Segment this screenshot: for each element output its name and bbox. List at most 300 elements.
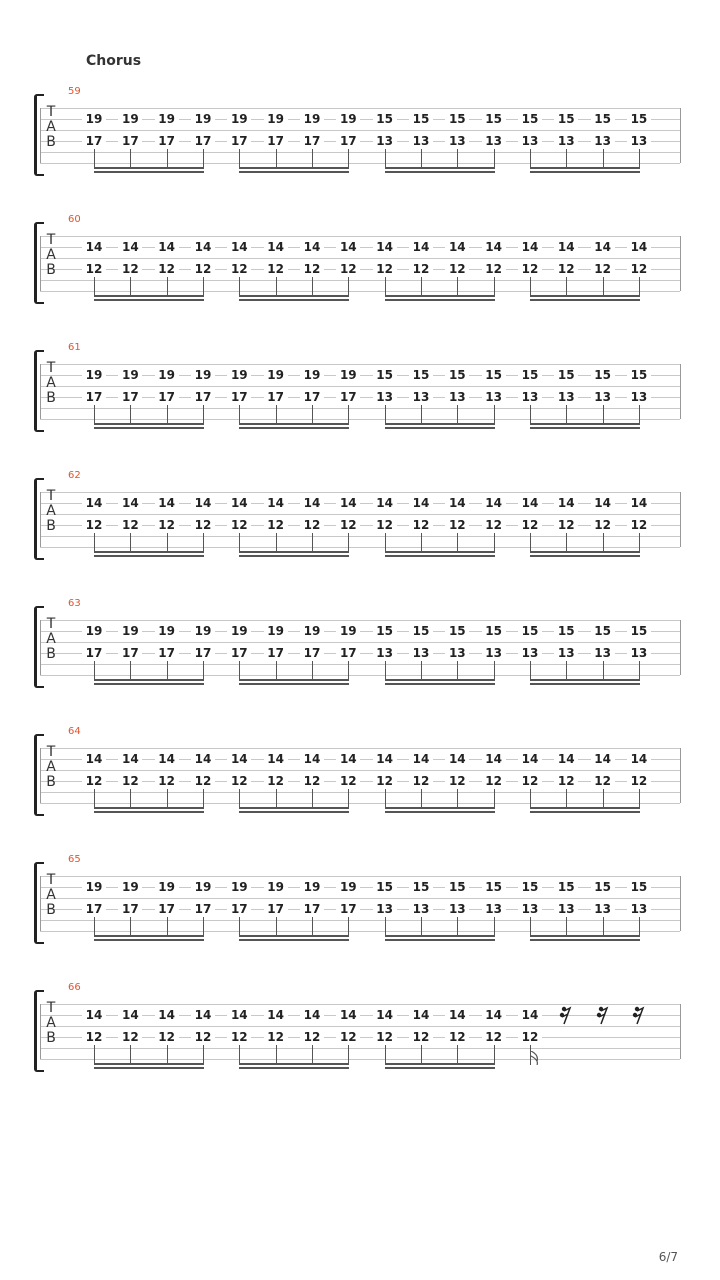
fret-number: 15 [409,112,433,126]
string-line [40,920,680,921]
fret-number: 14 [336,240,360,254]
barline-end [680,748,681,803]
fret-number: 19 [118,880,142,894]
fret-number: 17 [191,134,215,148]
string-line [40,547,680,548]
note-stem [203,789,204,809]
note-stem [239,917,240,937]
beam [530,683,640,685]
fret-number: 19 [82,624,106,638]
note-stem [348,917,349,937]
fret-number: 19 [118,112,142,126]
note-stem [421,917,422,937]
beam [385,935,495,937]
tab-clef-letter: B [46,390,56,406]
fret-number: 17 [227,646,251,660]
note-stem [130,917,131,937]
beam [239,555,349,557]
fret-number: 17 [191,646,215,660]
note-stem [348,1045,349,1065]
page-number: 6/7 [658,1250,678,1264]
fret-number: 12 [518,1030,542,1044]
fret-number: 12 [336,518,360,532]
note-stem [94,533,95,553]
fret-number: 13 [627,134,651,148]
note-stem [494,405,495,425]
fret-number: 13 [373,646,397,660]
string-line [40,152,680,153]
fret-number: 14 [591,240,615,254]
beam [385,807,495,809]
barline-start [40,364,41,419]
beam [239,1067,349,1069]
tab-system [0,470,720,580]
fret-number: 12 [409,774,433,788]
measure-number: 61 [68,342,81,353]
beam [530,939,640,941]
note-stem [276,789,277,809]
note-stem [239,533,240,553]
fret-number: 13 [409,902,433,916]
fret-number: 14 [191,240,215,254]
fret-number: 14 [409,496,433,510]
note-stem [276,533,277,553]
fret-number: 19 [227,880,251,894]
fret-number: 19 [300,368,324,382]
fret-number: 12 [155,262,179,276]
beam [385,939,495,941]
string-line [40,770,680,771]
fret-number: 19 [300,880,324,894]
fret-number: 14 [409,240,433,254]
fret-number: 12 [591,774,615,788]
barline-end [680,876,681,931]
tab-clef-letter: T [46,104,56,120]
fret-number: 14 [191,496,215,510]
barline-end [680,364,681,419]
beam [239,299,349,301]
note-stem [566,149,567,169]
note-stem [312,917,313,937]
fret-number: 14 [409,752,433,766]
string-line [40,803,680,804]
fret-number: 12 [227,262,251,276]
note-stem [385,277,386,297]
tab-clef-letter: B [46,646,56,662]
fret-number: 14 [591,496,615,510]
fret-number: 14 [482,1008,506,1022]
fret-number: 14 [155,240,179,254]
fret-number: 12 [300,518,324,532]
note-stem [348,661,349,681]
note-stem [276,917,277,937]
fret-number: 13 [554,646,578,660]
fret-number: 13 [373,390,397,404]
note-stem [130,405,131,425]
beam [94,551,204,553]
tab-system [0,854,720,964]
fret-number: 14 [518,752,542,766]
fret-number: 12 [482,774,506,788]
fret-number: 17 [336,646,360,660]
fret-number: 13 [591,902,615,916]
fret-number: 17 [336,902,360,916]
fret-number: 14 [118,1008,142,1022]
note-stem [348,405,349,425]
fret-number: 17 [82,134,106,148]
fret-number: 14 [627,496,651,510]
beam [385,167,495,169]
beam [239,811,349,813]
tab-clef-letter: T [46,488,56,504]
beam [530,295,640,297]
barline-start [40,1004,41,1059]
string-line [40,163,680,164]
beam [385,299,495,301]
barline-start [40,748,41,803]
note-stem [276,149,277,169]
note-stem [566,405,567,425]
note-stem [385,661,386,681]
fret-number: 12 [118,262,142,276]
fret-number: 17 [118,646,142,660]
string-line [40,876,680,877]
string-line [40,130,680,131]
fret-number: 12 [191,774,215,788]
fret-number: 19 [336,880,360,894]
tab-clef-letter: A [46,887,56,903]
string-line [40,748,680,749]
fret-number: 19 [264,880,288,894]
fret-number: 14 [227,240,251,254]
fret-number: 19 [155,624,179,638]
fret-number: 14 [82,752,106,766]
fret-number: 14 [627,752,651,766]
fret-number: 14 [155,1008,179,1022]
note-stem [494,533,495,553]
fret-number: 19 [264,368,288,382]
fret-number: 12 [627,262,651,276]
fret-number: 15 [445,880,469,894]
fret-number: 13 [373,134,397,148]
fret-number: 13 [591,390,615,404]
measure-number: 63 [68,598,81,609]
fret-number: 12 [482,262,506,276]
fret-number: 12 [300,1030,324,1044]
note-stem [203,277,204,297]
note-stem [639,661,640,681]
note-stem [239,149,240,169]
tab-clef-letter: B [46,1030,56,1046]
note-stem [385,917,386,937]
fret-number: 14 [264,1008,288,1022]
fret-number: 17 [227,902,251,916]
fret-number: 15 [518,880,542,894]
fret-number: 12 [227,518,251,532]
fret-number: 14 [155,496,179,510]
fret-number: 14 [227,1008,251,1022]
note-stem [639,533,640,553]
beam [530,555,640,557]
note-stem [530,277,531,297]
fret-number: 13 [409,390,433,404]
beam [530,807,640,809]
fret-number: 15 [591,880,615,894]
fret-number: 12 [373,1030,397,1044]
note-stem [421,533,422,553]
note-stem [203,533,204,553]
fret-number: 14 [227,752,251,766]
note-stem [130,1045,131,1065]
fret-number: 14 [82,1008,106,1022]
fret-number: 14 [118,240,142,254]
fret-number: 13 [518,390,542,404]
beam [385,555,495,557]
fret-number: 14 [518,1008,542,1022]
note-stem [130,789,131,809]
fret-number: 14 [373,240,397,254]
note-stem [94,789,95,809]
note-stem [603,661,604,681]
tab-clef-letter: B [46,774,56,790]
note-stem [130,277,131,297]
barline-end [680,1004,681,1059]
note-stem [167,405,168,425]
fret-number: 19 [191,112,215,126]
note-stem [385,149,386,169]
fret-number: 13 [518,646,542,660]
beam [239,167,349,169]
tab-clef-letter: B [46,262,56,278]
fret-number: 13 [554,902,578,916]
note-stem [312,789,313,809]
fret-number: 12 [82,774,106,788]
fret-number: 15 [591,112,615,126]
fret-number: 15 [627,112,651,126]
note-stem [348,149,349,169]
note-stem [457,1045,458,1065]
fret-number: 12 [373,518,397,532]
fret-number: 19 [336,112,360,126]
fret-number: 15 [591,624,615,638]
string-line [40,258,680,259]
fret-number: 15 [482,112,506,126]
fret-number: 12 [373,262,397,276]
note-stem [530,405,531,425]
fret-number: 19 [191,368,215,382]
sixteenth-flag-icon [531,1051,541,1065]
beam [94,427,204,429]
beam [94,299,204,301]
tab-clef-letter: T [46,872,56,888]
note-stem [421,149,422,169]
note-stem [312,277,313,297]
note-stem [457,405,458,425]
fret-number: 12 [554,774,578,788]
note-stem [312,533,313,553]
fret-number: 17 [300,390,324,404]
tab-system [0,214,720,324]
fret-number: 17 [191,390,215,404]
fret-number: 14 [482,240,506,254]
beam [385,683,495,685]
tab-clef-letter: T [46,1000,56,1016]
fret-number: 19 [336,624,360,638]
fret-number: 17 [118,902,142,916]
string-line [40,419,680,420]
string-line [40,536,680,537]
fret-number: 14 [627,240,651,254]
beam [94,295,204,297]
fret-number: 19 [82,112,106,126]
fret-number: 19 [118,624,142,638]
fret-number: 15 [409,624,433,638]
string-line [40,236,680,237]
note-stem [276,661,277,681]
fret-number: 14 [300,496,324,510]
fret-number: 15 [627,368,651,382]
note-stem [639,789,640,809]
beam [94,1063,204,1065]
fret-number: 13 [482,390,506,404]
tab-clef-letter: B [46,902,56,918]
fret-number: 14 [518,496,542,510]
beam [385,427,495,429]
barline-end [680,620,681,675]
fret-number: 15 [518,624,542,638]
fret-number: 17 [300,134,324,148]
note-stem [603,277,604,297]
tab-clef-letter: A [46,119,56,135]
string-line [40,1004,680,1005]
note-stem [203,1045,204,1065]
beam [239,683,349,685]
fret-number: 19 [264,624,288,638]
note-stem [239,277,240,297]
fret-number: 17 [155,134,179,148]
fret-number: 13 [518,902,542,916]
fret-number: 12 [409,1030,433,1044]
string-line [40,898,680,899]
fret-number: 14 [264,240,288,254]
note-stem [94,1045,95,1065]
string-line [40,514,680,515]
tab-clef-letter: A [46,1015,56,1031]
note-stem [639,149,640,169]
note-stem [239,661,240,681]
fret-number: 15 [482,624,506,638]
note-stem [203,661,204,681]
fret-number: 14 [300,240,324,254]
note-stem [239,789,240,809]
fret-number: 12 [191,1030,215,1044]
note-stem [530,917,531,937]
fret-number: 19 [118,368,142,382]
fret-number: 17 [155,902,179,916]
note-stem [276,1045,277,1065]
fret-number: 12 [518,262,542,276]
fret-number: 15 [591,368,615,382]
note-stem [239,1045,240,1065]
fret-number: 14 [409,1008,433,1022]
fret-number: 17 [227,390,251,404]
beam [239,807,349,809]
note-stem [457,917,458,937]
fret-number: 13 [591,646,615,660]
beam [239,679,349,681]
fret-number: 15 [373,624,397,638]
note-stem [94,149,95,169]
fret-number: 15 [518,112,542,126]
fret-number: 19 [191,624,215,638]
fret-number: 15 [445,624,469,638]
fret-number: 14 [482,496,506,510]
beam [530,171,640,173]
beam [94,423,204,425]
fret-number: 19 [82,880,106,894]
note-stem [94,917,95,937]
string-line [40,1059,680,1060]
fret-number: 13 [373,902,397,916]
string-line [40,1048,680,1049]
note-stem [421,405,422,425]
beam [530,811,640,813]
fret-number: 17 [336,134,360,148]
fret-number: 14 [336,496,360,510]
fret-number: 12 [300,774,324,788]
fret-number: 12 [155,774,179,788]
beam [239,551,349,553]
beam [530,167,640,169]
fret-number: 12 [227,774,251,788]
beam [239,939,349,941]
fret-number: 14 [191,752,215,766]
sixteenth-rest-icon [632,1005,646,1025]
tab-clef-letter: A [46,503,56,519]
fret-number: 19 [227,368,251,382]
fret-number: 14 [82,496,106,510]
fret-number: 14 [373,496,397,510]
string-line [40,664,680,665]
note-stem [603,789,604,809]
beam [239,423,349,425]
note-stem [530,789,531,809]
note-stem [312,661,313,681]
fret-number: 13 [554,390,578,404]
fret-number: 17 [336,390,360,404]
fret-number: 17 [118,390,142,404]
fret-number: 12 [300,262,324,276]
fret-number: 15 [445,368,469,382]
fret-number: 14 [155,752,179,766]
beam [239,427,349,429]
note-stem [276,277,277,297]
tab-system [0,86,720,196]
note-stem [94,405,95,425]
fret-number: 12 [482,1030,506,1044]
fret-number: 17 [300,646,324,660]
note-stem [457,533,458,553]
note-stem [203,917,204,937]
fret-number: 13 [518,134,542,148]
note-stem [167,789,168,809]
beam [239,935,349,937]
fret-number: 19 [191,880,215,894]
fret-number: 12 [82,518,106,532]
fret-number: 13 [409,134,433,148]
fret-number: 19 [155,368,179,382]
measure-number: 59 [68,86,81,97]
